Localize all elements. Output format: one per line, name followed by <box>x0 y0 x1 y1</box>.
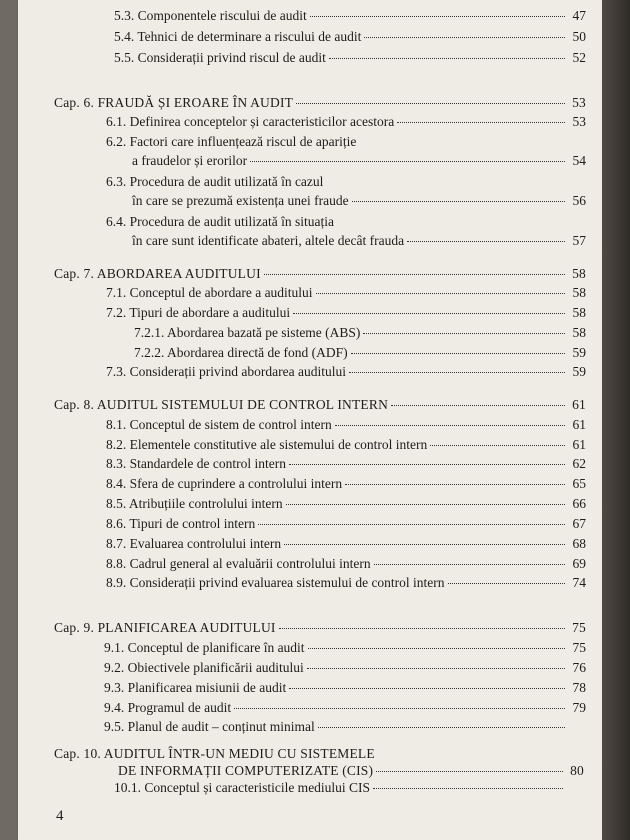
chapter-title-continuation: DE INFORMAȚII COMPUTERIZATE (CIS) <box>118 763 374 778</box>
leader-dots <box>391 405 565 406</box>
toc-entry <box>106 516 586 532</box>
leader-dots <box>310 16 565 17</box>
toc-entry-page: 56 <box>572 193 586 208</box>
leader-dots <box>289 464 565 465</box>
chapter-page: 80 <box>570 763 584 778</box>
toc-entry-label: 8.4. Sfera de cuprindere a controlului intern <box>106 476 343 491</box>
toc-entry-label: 9.4. Programul de audit <box>104 700 232 715</box>
toc-entry <box>106 364 586 380</box>
leader-dots <box>407 241 565 242</box>
toc-entry <box>106 575 586 591</box>
toc-entry-label: 7.2. Tipuri de abordare a auditului <box>106 305 291 320</box>
toc-entry-page: 50 <box>572 29 586 44</box>
leader-dots <box>316 293 565 294</box>
toc-entry <box>104 719 586 735</box>
leader-dots <box>374 564 565 565</box>
toc-entry-continuation: a fraudelor și erorilor <box>132 153 248 168</box>
toc-entry-page: 66 <box>572 496 586 511</box>
toc-entry-page: 59 <box>572 364 586 379</box>
toc-entry <box>106 437 586 453</box>
toc-entry <box>106 476 586 492</box>
toc-entry <box>106 305 586 321</box>
toc-entry <box>106 114 586 130</box>
toc-entry <box>104 680 586 696</box>
toc-entry-label: 5.4. Tehnici de determinare a riscului de audit <box>114 29 362 44</box>
book-page <box>18 0 602 840</box>
toc-entry-label: 10.1. Conceptul și caracteristicile mediului CIS <box>114 780 371 795</box>
toc-entry-label: 9.1. Conceptul de planificare în audit <box>104 640 305 655</box>
toc-entry <box>104 640 586 656</box>
chapter-heading <box>54 266 586 282</box>
toc-entry-page: 78 <box>572 680 586 695</box>
toc-entry-label: 7.3. Considerații privind abordarea auditului <box>106 364 346 379</box>
toc-entry-page: 58 <box>572 305 586 320</box>
toc-entry-continuation: în care sunt identificate abateri, altele decât frauda <box>132 233 405 248</box>
toc-entry-label: 6.1. Definirea conceptelor și caracteristicilor acestora <box>106 114 395 129</box>
toc-entry-label: 5.3. Componentele riscului de audit <box>114 8 307 23</box>
leader-dots <box>364 37 565 38</box>
toc-entry-label: 8.5. Atribuțiile controlului intern <box>106 496 283 511</box>
leader-dots <box>329 58 565 59</box>
toc-entry <box>106 536 586 552</box>
leader-dots <box>307 668 565 669</box>
book-edge <box>602 0 630 840</box>
toc-entry-page: 61 <box>572 417 586 432</box>
toc-entry-label: 8.8. Cadrul general al evaluării controlului intern <box>106 556 371 571</box>
leader-dots <box>373 788 563 789</box>
chapter-title: Cap. 7. ABORDAREA AUDITULUI <box>54 266 261 281</box>
toc-entry <box>132 233 586 249</box>
chapter-page: 75 <box>572 620 586 635</box>
toc-entry-label: 6.2. Factori care influențează riscul de apariție <box>106 134 357 149</box>
chapter-title: Cap. 6. FRAUDĂ ȘI EROARE ÎN AUDIT <box>54 95 294 110</box>
toc-entry-label: 7.2.1. Abordarea bazată pe sisteme (ABS) <box>134 325 361 340</box>
toc-entry-page: 76 <box>572 660 586 675</box>
toc-entry-label: 9.3. Planificarea misiunii de audit <box>104 680 287 695</box>
chapter-title: Cap. 10. AUDITUL ÎNTR-UN MEDIU CU SISTEMELE <box>54 746 375 761</box>
toc-entry-label: 8.1. Conceptul de sistem de control intern <box>106 417 332 432</box>
toc-entry-label: 8.2. Elementele constitutive ale sistemului de control intern <box>106 437 428 452</box>
toc-entry <box>134 325 586 341</box>
toc-entry-label: 8.3. Standardele de control intern <box>106 456 286 471</box>
toc-entry-page: 57 <box>572 233 586 248</box>
chapter-heading <box>118 763 584 779</box>
toc-entry-page: 69 <box>572 556 586 571</box>
toc-entry <box>106 417 586 433</box>
toc-entry-label: 6.4. Procedura de audit utilizată în situația <box>106 214 334 229</box>
toc-entry <box>132 153 586 169</box>
chapter-heading <box>54 397 586 413</box>
chapter-title: Cap. 9. PLANIFICAREA AUDITULUI <box>54 620 276 635</box>
leader-dots <box>264 274 565 275</box>
toc-entry <box>114 29 586 45</box>
leader-dots <box>345 484 565 485</box>
toc-entry-page: 47 <box>572 8 586 23</box>
toc-entry-label: 5.5. Considerații privind riscul de audit <box>114 50 326 65</box>
toc-entry <box>114 8 586 24</box>
chapter-page: 58 <box>572 266 586 281</box>
toc-entry-page: 67 <box>572 516 586 531</box>
leader-dots <box>318 727 565 728</box>
leader-dots <box>258 524 565 525</box>
leader-dots <box>363 333 565 334</box>
chapter-heading <box>54 95 586 111</box>
toc-entry <box>106 285 586 301</box>
toc-entry-continuation: în care se prezumă existența unei fraude <box>132 193 349 208</box>
toc-entry-page: 59 <box>572 345 586 360</box>
leader-dots <box>250 161 565 162</box>
chapter-page: 53 <box>572 95 586 110</box>
toc-entry-label: 9.2. Obiectivele planificării auditului <box>104 660 304 675</box>
leader-dots <box>376 771 563 772</box>
chapter-page: 61 <box>572 397 586 412</box>
toc-entry <box>106 496 586 512</box>
leader-dots <box>296 103 565 104</box>
toc-entry <box>114 780 584 796</box>
toc-entry-page: 75 <box>572 640 586 655</box>
toc-entry <box>104 660 586 676</box>
leader-dots <box>279 628 565 629</box>
page-number: 4 <box>56 808 64 824</box>
toc-entry-page: 61 <box>572 437 586 452</box>
leader-dots <box>349 372 565 373</box>
leader-dots <box>397 122 565 123</box>
toc-entry <box>132 193 586 209</box>
leader-dots <box>284 544 565 545</box>
leader-dots <box>335 425 565 426</box>
toc-entry <box>106 456 586 472</box>
toc-entry-page: 58 <box>572 285 586 300</box>
toc-entry-label: 6.3. Procedura de audit utilizată în cazul <box>106 174 324 189</box>
toc-entry-page: 53 <box>572 114 586 129</box>
toc-entry-label: 8.9. Considerații privind evaluarea sistemului de control intern <box>106 575 445 590</box>
chapter-title: Cap. 8. AUDITUL SISTEMULUI DE CONTROL INTERN <box>54 397 389 412</box>
toc-entry-page: 68 <box>572 536 586 551</box>
toc-entry-label: 7.1. Conceptul de abordare a auditului <box>106 285 313 300</box>
toc-entry-label: 8.6. Tipuri de control intern <box>106 516 256 531</box>
leader-dots <box>308 648 565 649</box>
leader-dots <box>352 201 565 202</box>
toc-entry <box>114 50 586 66</box>
toc-entry-page: 52 <box>572 50 586 65</box>
toc-entry-page: 62 <box>572 456 586 471</box>
toc-entry-page: 79 <box>572 700 586 715</box>
leader-dots <box>448 583 565 584</box>
leader-dots <box>351 353 565 354</box>
toc-entry <box>106 556 586 572</box>
leader-dots <box>293 313 565 314</box>
toc-entry-label: 8.7. Evaluarea controlului intern <box>106 536 282 551</box>
toc-entry-page: 58 <box>572 325 586 340</box>
chapter-heading <box>54 620 586 636</box>
toc-entry-page: 54 <box>572 153 586 168</box>
toc-entry-label: 9.5. Planul de audit – conținut minimal <box>104 719 315 734</box>
toc-entry-page: 65 <box>572 476 586 491</box>
leader-dots <box>430 445 565 446</box>
leader-dots <box>286 504 565 505</box>
toc-entry <box>104 700 586 716</box>
leader-dots <box>289 688 565 689</box>
toc-entry <box>134 345 586 361</box>
toc-entry-label: 7.2.2. Abordarea directă de fond (ADF) <box>134 345 348 360</box>
leader-dots <box>234 708 565 709</box>
toc-entry-page: 74 <box>572 575 586 590</box>
